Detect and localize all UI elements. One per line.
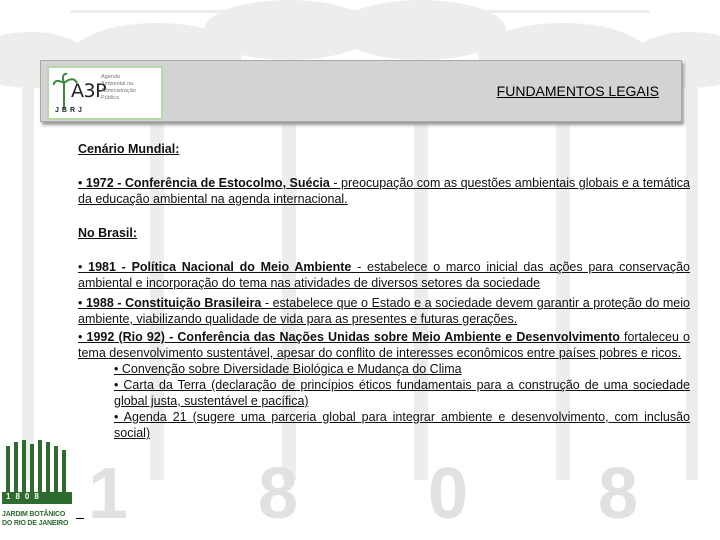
page-title: FUNDAMENTOS LEGAIS xyxy=(496,83,659,99)
bg-digit: 8 xyxy=(598,454,639,534)
bullet: • xyxy=(78,176,83,190)
logo-subtitle-line: Agenda xyxy=(101,74,120,80)
sub-list-item: • Convenção sobre Diversidade Biológica e Mudança do Clima xyxy=(114,362,462,376)
item-text: fortaleceu o tema desenvolvimento sustentável, apesar do conflito de interesses econômicos entre países pobres e ricos. xyxy=(78,330,690,360)
bg-digit: 0 xyxy=(428,454,469,534)
bullet: • xyxy=(78,296,83,310)
footer-underline-mark xyxy=(76,510,84,519)
section-heading-mundial: Cenário Mundial: xyxy=(78,142,180,156)
item-title: 1972 - Conferência de Estocolmo, Suécia xyxy=(82,176,330,190)
logo-org: JBRJ xyxy=(55,107,85,114)
bg-digit: 8 xyxy=(258,454,299,534)
logo-subtitle-line: Ambiental na xyxy=(101,81,134,87)
header-bar xyxy=(40,60,682,122)
bullet: • xyxy=(78,260,83,274)
jb-year: 1808 xyxy=(6,492,44,501)
jb-name-line: JARDIM BOTÂNICO xyxy=(2,511,66,518)
list-item xyxy=(78,295,690,327)
list-item xyxy=(78,329,690,361)
item-title: 1988 - Constituição Brasileira xyxy=(82,296,262,310)
content-body xyxy=(78,141,690,441)
list-item xyxy=(78,175,690,207)
a3p-logo xyxy=(47,66,163,120)
list-item xyxy=(78,259,690,291)
section-heading-brasil: No Brasil: xyxy=(78,226,138,240)
sub-list-item: • Carta da Terra (declaração de princípios éticos fundamentais para a construção de uma sociedade global justa, sustentável e pacífica) xyxy=(114,378,690,408)
item-text: - preocupação com as questões ambientais globais e a temática da educação ambiental na agenda internacional. xyxy=(78,176,690,206)
bullet: • xyxy=(78,330,83,344)
logo-subtitle xyxy=(101,74,161,102)
item-text: - estabelece o marco inicial das ações para conservação ambiental e incorporação do tema nas atividades de diversos setores da sociedade xyxy=(78,260,690,290)
item-title: 1992 (Rio 92) - Conferência das Nações Unidas sobre Meio Ambiente e Desenvolvimento xyxy=(82,330,620,344)
logo-subtitle-line: Administração xyxy=(101,88,136,94)
jb-name-line: DO RIO DE JANEIRO xyxy=(2,520,69,527)
item-title: 1981 - Política Nacional do Meio Ambiente xyxy=(82,260,352,274)
bg-digit: 1 xyxy=(88,454,129,534)
logo-brand: A3P xyxy=(71,80,107,102)
sub-list-item: • Agenda 21 (sugere uma parceria global para integrar ambiente e desenvolvimento, com inclusão social) xyxy=(114,410,690,440)
item-text: - estabelece que o Estado e a sociedade devem garantir a proteção do meio ambiente, viabilizando qualidade de vida para as presentes e futuras gerações. xyxy=(78,296,690,326)
jb-name xyxy=(2,510,74,528)
logo-subtitle-line: Pública xyxy=(101,95,120,101)
